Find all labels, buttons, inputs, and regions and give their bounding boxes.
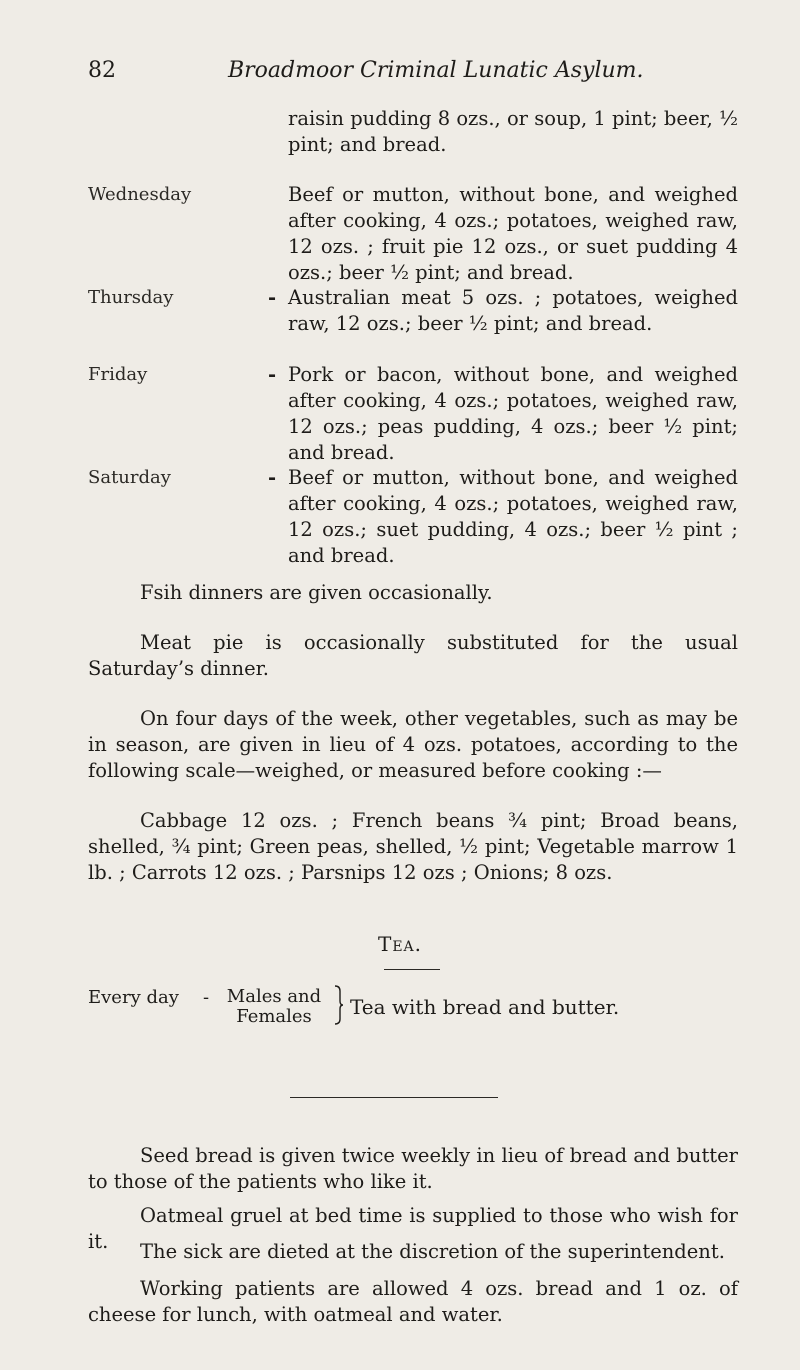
day-label: Friday [88,364,148,385]
recipients-line-2: Females [236,1006,312,1027]
tea-day: Every day [88,987,179,1008]
section-rule [290,1097,498,1098]
diet-entry-wednesday [88,182,738,286]
day-menu-text: Beef or mutton, without bone, and weighed after cooking, 4 ozs.; potatoes, weighed raw, 12 ozs.; suet pudding, 4 ozs.; beer ½ pint ; and bread. [288,466,738,567]
recipients-line-1: Males and [226,986,322,1007]
day-dash: - [268,286,277,309]
day-menu-text: Beef or mutton, without bone, and weighed after cooking, 4 ozs.; potatoes, weighed raw, 12 ozs. ; fruit pie 12 ozs., or suet pudding 4 ozs.; beer ½ pint; and bread. [288,183,738,284]
tea-row [88,985,738,1041]
heading-rule [384,969,440,970]
day-label: Wednesday [88,184,192,205]
running-title: Broadmoor Criminal Lunatic Asylum. [228,58,644,83]
day-menu-text: Pork or bacon, without bone, and weighed after cooking, 4 ozs.; potatoes, weighed raw, 12 ozs.; peas pudding, 4 ozs.; beer ½ pint; and bread. [288,363,738,464]
vegetable-scale: Cabbage 12 ozs. ; French beans ¾ pint; Broad beans, shelled, ¾ pint; Green peas, shelled, ½ pint; Vegetable marrow 1 lb. ; Carrots 12 ozs. ; Parsnips 12 ozs ; Onions; 8 ozs. [88,809,738,884]
closing-oatmeal-gruel: Oatmeal gruel at bed time is supplied to those who wish for it. [88,1204,738,1253]
page-header [88,58,740,88]
note-fish: Fsih dinners are given occasionally. [140,581,493,604]
right-brace-icon [334,985,344,1025]
day-dash: - [268,466,277,489]
diet-entry-friday [88,362,738,466]
note-meat-pie: Meat pie is occasionally substituted for the usual Saturday’s dinner. [88,631,738,680]
day-menu-text: Australian meat 5 ozs. ; potatoes, weighed raw, 12 ozs.; beer ½ pint; and bread. [288,286,738,335]
diet-continuation [88,106,738,158]
tea-recipients [226,987,322,1027]
day-label: Thursday [88,287,174,308]
closing-working-patients: Working patients are allowed 4 ozs. bread and 1 oz. of cheese for lunch, with oatmeal and water. [88,1277,738,1326]
tea-dash: - [203,987,210,1008]
day-label: Saturday [88,467,171,488]
diet-entry-saturday [88,465,738,569]
tea-heading: Tea. [377,932,423,956]
diet-entry-thursday [88,285,738,337]
continuation-text: raisin pudding 8 ozs., or soup, 1 pint; beer, ½ pint; and bread. [288,107,738,156]
note-vegetables: On four days of the week, other vegetables, such as may be in season, are given in lieu of 4 ozs. potatoes, according to the following scale—weighed, or measured before cooking :— [88,707,738,782]
closing-seed-bread: Seed bread is given twice weekly in lieu of bread and butter to those of the patients who like it. [88,1144,738,1193]
closing-sick-diet: The sick are dieted at the discretion of the superintendent. [140,1240,725,1263]
day-dash: - [268,363,277,386]
page-number: 82 [88,58,116,83]
tea-description: Tea with bread and butter. [350,995,620,1019]
